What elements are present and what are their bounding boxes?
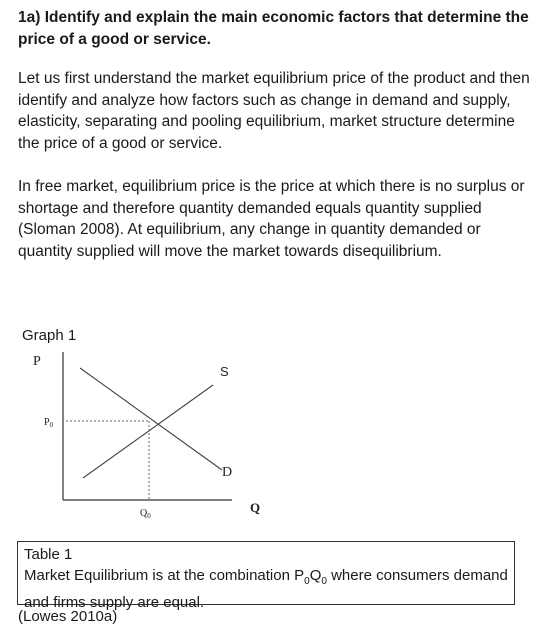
paragraph-equilibrium: In free market, equilibrium price is the price at which there is no surplus or shortage and therefore quantity demanded equals quantity supplied (Sloman 2008). At equilibrium, any change in quantity demanded or quantity supplied will move the market towards disequilibrium. <box>18 178 525 260</box>
question-heading: 1a) Identify and explain the main economic factors that determine the price of a good or service. <box>18 9 529 48</box>
demand-curve <box>80 368 222 470</box>
y-axis-label: P <box>33 354 41 369</box>
table-caption-box <box>17 541 515 611</box>
x-axis-label: Q <box>250 500 261 515</box>
demand-label: D <box>222 465 233 480</box>
table-title: Table 1 <box>24 546 73 563</box>
source-citation: (Lowes 2010a) <box>18 608 118 625</box>
supply-curve <box>83 385 213 478</box>
paragraph-intro: Let us first understand the market equilibrium price of the product and then identify and analyze how factors such as change in demand and supply, elasticity, separating and pooling equilibrium, market structure determine the price of a good or service. <box>18 70 530 152</box>
supply-demand-graph <box>0 340 300 530</box>
table-description: Market Equilibrium is at the combination $P_0Q_0$ where consumers demand and firms supply are equal. <box>24 567 508 611</box>
supply-label: S <box>220 364 229 379</box>
graph-caption: Graph 1 <box>22 327 77 344</box>
price-tick-label: $P_0$ <box>44 417 54 429</box>
quantity-tick-label: $Q_0$ <box>140 508 151 520</box>
